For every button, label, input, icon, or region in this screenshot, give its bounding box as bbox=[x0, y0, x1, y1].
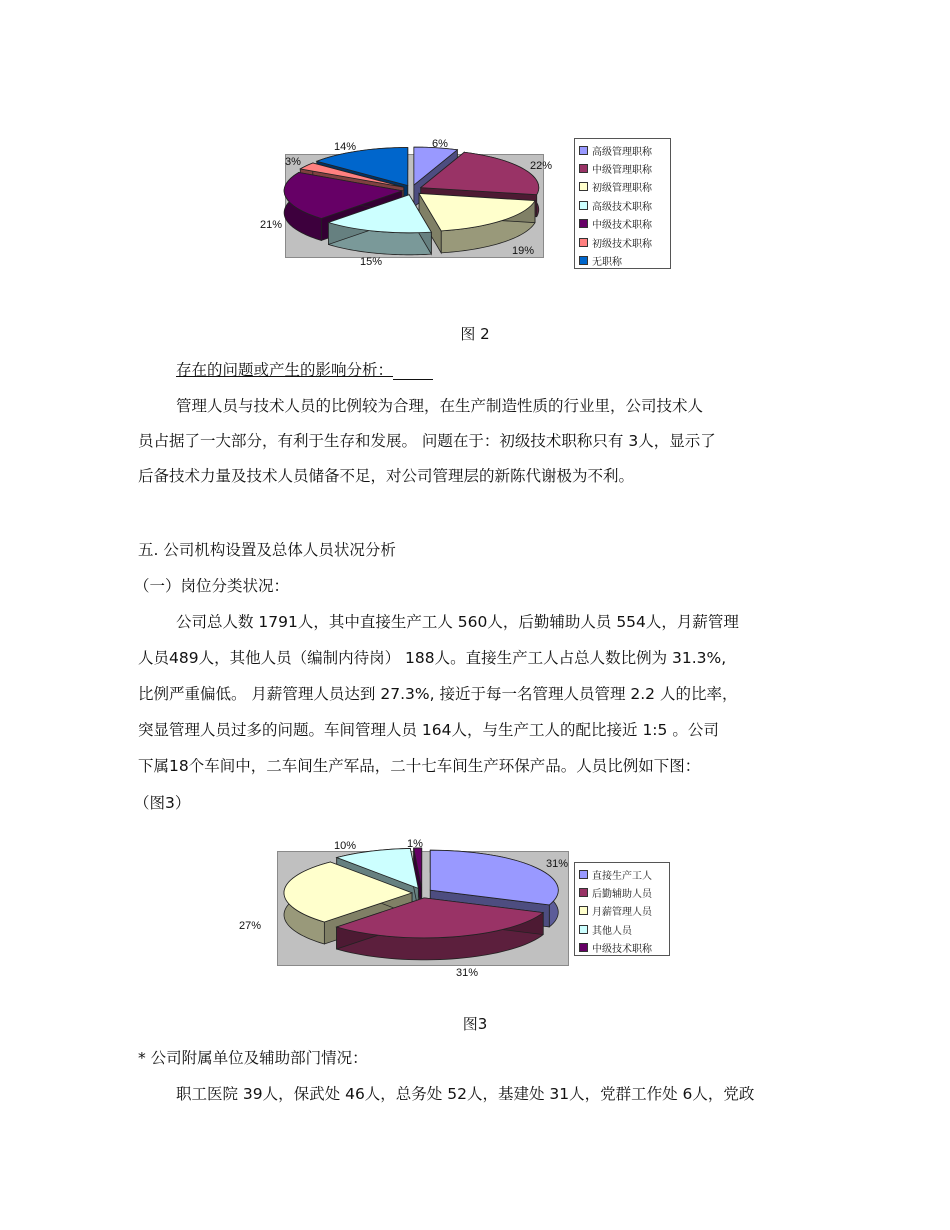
legend-swatch bbox=[579, 906, 588, 915]
paragraph-line: 下属18个车间中，二车间生产军品，二十七车间生产环保产品。人员比例如下图： bbox=[138, 757, 701, 775]
paragraph-line: 比例严重偏低。 月薪管理人员达到 27.3%, 接近于每一名管理人员管理 2.2 人的比率， bbox=[138, 685, 738, 703]
legend-label: 中级管理职称 bbox=[592, 165, 652, 177]
affiliated-heading: * 公司附属单位及辅助部门情况： bbox=[138, 1049, 368, 1067]
paragraph-line: 职工医院 39人，保武处 46人，总务处 52人，基建处 31人，党群工作处 6人，党政 bbox=[176, 1085, 755, 1103]
legend-label: 其他人员 bbox=[592, 925, 632, 937]
chart2-label-3: 15% bbox=[360, 256, 383, 268]
legend-label: 直接生产工人 bbox=[592, 870, 652, 882]
legend-item bbox=[579, 865, 665, 883]
chart3-label-3: 10% bbox=[334, 840, 357, 852]
legend-label: 初级管理职称 bbox=[592, 183, 652, 195]
subsection-heading: （一）岗位分类状况： bbox=[134, 577, 290, 595]
paragraph-line: 管理人员与技术人员的比例较为合理，在生产制造性质的行业里，公司技术人 bbox=[176, 397, 704, 415]
chart3-label-1: 31% bbox=[456, 967, 479, 979]
legend-label: 初级技术职称 bbox=[592, 238, 652, 250]
paragraph-line: 后备技术力量及技术人员储备不足，对公司管理层的新陈代谢极为不利。 bbox=[138, 467, 635, 485]
legend-item bbox=[579, 902, 665, 920]
paragraph-line: 突显管理人员过多的问题。车间管理人员 164人，与生产工人的配比接近 1:5 。公司 bbox=[138, 721, 719, 739]
legend-swatch bbox=[579, 943, 588, 952]
legend-label: 中级技术职称 bbox=[592, 944, 652, 956]
legend-swatch bbox=[579, 888, 588, 897]
paragraph-line: （图3） bbox=[134, 794, 191, 812]
chart2-label-0: 6% bbox=[432, 138, 448, 150]
legend-item bbox=[579, 883, 665, 901]
legend-label: 后勤辅助人员 bbox=[592, 889, 652, 901]
chart2-label-2: 19% bbox=[512, 245, 535, 257]
chart3-legend bbox=[574, 862, 670, 956]
paragraph-line: 公司总人数 1791人，其中直接生产工人 560人，后勤辅助人员 554人，月薪管理 bbox=[176, 613, 739, 631]
legend-swatch bbox=[579, 870, 588, 879]
chart2-label-5: 3% bbox=[285, 156, 301, 168]
legend-label: 月薪管理人员 bbox=[592, 907, 652, 919]
legend-label: 高级技术职称 bbox=[592, 201, 652, 213]
legend-label: 无职称 bbox=[592, 257, 622, 269]
figure2-caption: 图 2 bbox=[460, 325, 490, 343]
issues-heading-text: 存在的问题或产生的影响分析： bbox=[176, 361, 394, 379]
chart2-label-6: 14% bbox=[334, 141, 357, 153]
legend-item bbox=[579, 920, 665, 938]
paragraph-line: 人员489人，其他人员（编制内待岗） 188人。直接生产工人占总人数比例为 31.3%, bbox=[138, 649, 727, 667]
chart3-label-0: 31% bbox=[546, 858, 569, 870]
figure3-caption: 图3 bbox=[462, 1015, 488, 1033]
paragraph-line: 员占据了一大部分，有利于生存和发展。 问题在于：初级技术职称只有 3人，显示了 bbox=[138, 432, 716, 450]
legend-swatch bbox=[579, 925, 588, 934]
chart2-label-4: 21% bbox=[260, 219, 283, 231]
chart3-label-2: 27% bbox=[239, 920, 262, 932]
legend-label: 中级技术职称 bbox=[592, 220, 652, 232]
section-heading: 五. 公司机构设置及总体人员状况分析 bbox=[138, 541, 396, 559]
chart3-label-4: 1% bbox=[407, 838, 423, 850]
legend-item bbox=[579, 939, 665, 957]
legend-label: 高级管理职称 bbox=[592, 146, 652, 158]
chart2-label-1: 22% bbox=[530, 160, 553, 172]
